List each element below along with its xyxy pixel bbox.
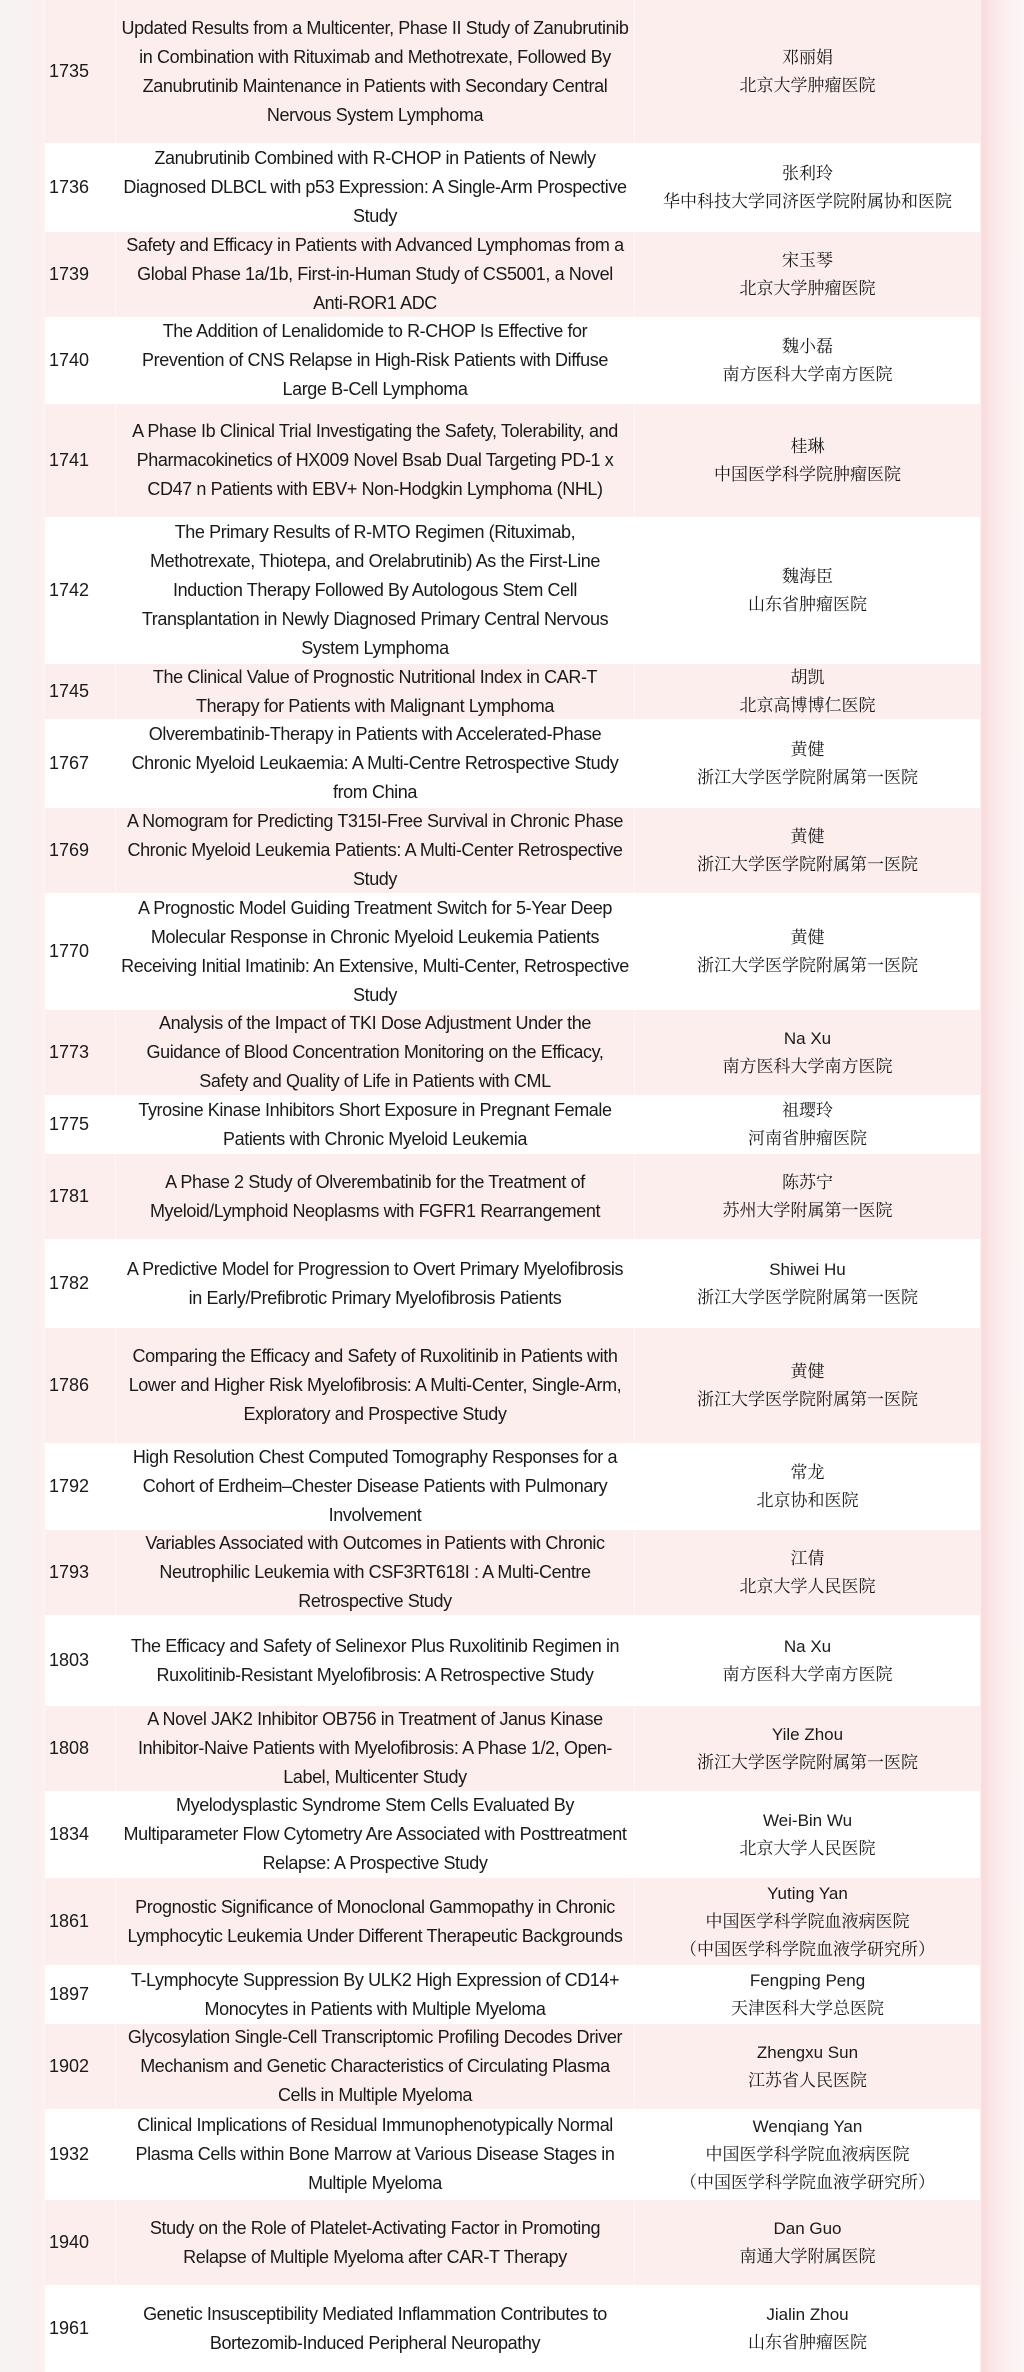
abstract-title: Analysis of the Impact of TKI Dose Adjustment Under the Guidance of Blood Concentration Monitoring on the Efficacy, Safety and Quality of Life in Patients with CML xyxy=(146,1013,604,1091)
author-institution: 中国医学科学院血液病医院 xyxy=(705,1911,910,1931)
table-row xyxy=(45,1616,980,1706)
abstract-title: Prognostic Significance of Monoclonal Gammopathy in Chronic Lymphocytic Leukemia Under Different Therapeutic Backgrounds xyxy=(127,1896,623,1946)
table-row xyxy=(45,2286,980,2372)
author-institution: 北京大学肿瘤医院 xyxy=(739,75,876,95)
author-cell xyxy=(635,1966,980,2023)
abstract-number: 1742 xyxy=(49,580,90,600)
abstract-title: A Phase 2 Study of Olverembatinib for the Treatment of Myeloid/Lymphoid Neoplasms with FGFR1 Rearrangement xyxy=(149,1171,601,1221)
author-name: 胡凯 xyxy=(790,667,825,687)
table-row xyxy=(45,2200,980,2286)
author-institution: 北京高博博仁医院 xyxy=(739,695,876,715)
author-institution: 浙江大学医学院附属第一医院 xyxy=(697,767,918,787)
abstract-title: Comparing the Efficacy and Safety of Ruxolitinib in Patients with Lower and Higher Risk Myelofibrosis: A Multi-Center, Single-Arm, Exploratory and Prospective Study xyxy=(128,1346,622,1424)
abstract-number: 1792 xyxy=(49,1476,90,1496)
author-cell xyxy=(635,232,980,317)
abstract-title: A Novel JAK2 Inhibitor OB756 in Treatment of Janus Kinase Inhibitor-Naive Patients with Myelofibrosis: A Phase 1/2, Open-Label, Multicenter Study xyxy=(137,1709,613,1787)
author-name: Shiwei Hu xyxy=(769,1259,846,1279)
abstract-table xyxy=(45,0,980,2372)
author-name: 桂琳 xyxy=(790,436,825,456)
author-name: 常龙 xyxy=(790,1462,825,1482)
author-cell xyxy=(635,1010,980,1095)
abstract-number: 1775 xyxy=(49,1114,90,1134)
abstract-title: Clinical Implications of Residual Immunophenotypically Normal Plasma Cells within Bone Marrow at Various Disease Stages in Multiple Myeloma xyxy=(135,2115,615,2193)
abstract-title: A Prognostic Model Guiding Treatment Switch for 5-Year Deep Molecular Response in Chronic Myeloid Leukemia Patients Receiving Initial Imatinib: An Extensive, Multi-Center, Retrospective Study xyxy=(121,897,629,1005)
author-name: 黄健 xyxy=(790,927,825,947)
abstract-title: Zanubrutinib Combined with R-CHOP in Patients of Newly Diagnosed DLBCL with p53 Expression: A Single-Arm Prospective Study xyxy=(123,148,627,226)
author-cell xyxy=(635,1616,980,1705)
author-institution: 天津医科大学总医院 xyxy=(731,1998,884,2018)
abstract-number: 1786 xyxy=(49,1375,90,1395)
author-institution: 南方医科大学南方医院 xyxy=(722,1056,893,1076)
abstract-title: Genetic Insusceptibility Mediated Inflammation Contributes to Bortezomib-Induced Peripheral Neuropathy xyxy=(143,2303,607,2353)
abstract-number: 1735 xyxy=(49,61,90,81)
author-institution: 南方医科大学南方医院 xyxy=(722,364,893,384)
abstract-number: 1803 xyxy=(49,1650,90,1670)
author-name: 祖璎玲 xyxy=(782,1100,833,1120)
abstract-number: 1739 xyxy=(49,264,90,284)
table-row xyxy=(45,1444,980,1530)
abstract-title: Variables Associated with Outcomes in Patients with Chronic Neutrophilic Leukemia with CSF3RT618I : A Multi-Centre Retrospective Study xyxy=(145,1533,605,1611)
abstract-title: A Predictive Model for Progression to Overt Primary Myelofibrosis in Early/Prefibrotic Primary Myelofibrosis Patients xyxy=(126,1258,624,1308)
table-row xyxy=(45,1530,980,1616)
author-name: Wei-Bin Wu xyxy=(762,1810,853,1830)
table-row xyxy=(45,1706,980,1792)
table-row xyxy=(45,1792,980,1878)
abstract-number: 1861 xyxy=(49,1911,90,1931)
abstract-title: Olverembatinib-Therapy in Patients with Accelerated-Phase Chronic Myeloid Leukaemia: A Multi-Centre Retrospective Study from China xyxy=(131,724,619,802)
table-row xyxy=(45,1240,980,1328)
author-institution: 苏州大学附属第一医院 xyxy=(722,1200,893,1220)
abstract-number: 1745 xyxy=(49,681,90,701)
table-row xyxy=(45,518,980,664)
author-cell xyxy=(635,144,980,231)
author-cell xyxy=(635,1096,980,1153)
author-name: 宋玉琴 xyxy=(782,250,833,270)
table-row xyxy=(45,1010,980,1096)
author-institution: 中国医学科学院血液病医院 xyxy=(705,2144,910,2164)
table-row xyxy=(45,1328,980,1444)
author-institution: 浙江大学医学院附属第一医院 xyxy=(697,1752,918,1772)
author-name: Yile Zhou xyxy=(771,1724,844,1744)
abstract-number: 1770 xyxy=(49,941,90,961)
author-name: 黄健 xyxy=(790,1361,825,1381)
abstract-title: Myelodysplastic Syndrome Stem Cells Evaluated By Multiparameter Flow Cytometry Are Associated with Posttreatment Relapse: A Prospective Study xyxy=(123,1795,627,1873)
table-row xyxy=(45,144,980,232)
author-cell xyxy=(635,720,980,807)
table-row xyxy=(45,0,980,144)
author-institution: 北京大学肿瘤医院 xyxy=(739,278,876,298)
abstract-number: 1736 xyxy=(49,177,90,197)
abstract-number: 1773 xyxy=(49,1042,90,1062)
author-institution: 南方医科大学南方医院 xyxy=(722,1664,893,1684)
author-cell xyxy=(635,2286,980,2371)
abstract-title: T-Lymphocyte Suppression By ULK2 High Expression of CD14+ Monocytes in Patients with Multiple Myeloma xyxy=(130,1969,620,2019)
author-cell xyxy=(635,2110,980,2199)
abstract-number: 1767 xyxy=(49,753,90,773)
author-name: Na Xu xyxy=(783,1636,832,1656)
author-cell xyxy=(635,1328,980,1443)
abstract-number: 1793 xyxy=(49,1562,90,1582)
table-row xyxy=(45,1096,980,1154)
author-cell xyxy=(635,404,980,517)
author-name: 魏小磊 xyxy=(782,336,833,356)
author-cell xyxy=(635,318,980,403)
author-cell xyxy=(635,1792,980,1877)
author-institution: 浙江大学医学院附属第一医院 xyxy=(697,1287,918,1307)
author-institution-note: （中国医学科学院血液学研究所） xyxy=(680,2172,935,2192)
author-cell xyxy=(635,2200,980,2285)
author-institution-note: （中国医学科学院血液学研究所） xyxy=(680,1939,935,1959)
table-row xyxy=(45,894,980,1010)
abstract-number: 1808 xyxy=(49,1738,90,1758)
table-row xyxy=(45,232,980,318)
author-name: 魏海臣 xyxy=(782,566,833,586)
author-name: 陈苏宁 xyxy=(782,1172,833,1192)
abstract-title: Safety and Efficacy in Patients with Advanced Lymphomas from a Global Phase 1a/1b, First-in-Human Study of CS5001, a Novel Anti-ROR1 ADC xyxy=(126,235,624,313)
author-institution: 北京大学人民医院 xyxy=(739,1576,876,1596)
abstract-title: Study on the Role of Platelet-Activating Factor in Promoting Relapse of Multiple Myeloma after CAR-T Therapy xyxy=(149,2217,601,2267)
author-institution: 江苏省人民医院 xyxy=(748,2070,867,2090)
abstract-title: The Efficacy and Safety of Selinexor Plus Ruxolitinib Regimen in Ruxolitinib-Resistant Myelofibrosis: A Retrospective Study xyxy=(130,1635,620,1685)
abstract-title: Glycosylation Single-Cell Transcriptomic Profiling Decodes Driver Mechanism and Genetic Characteristics of Circulating Plasma Cells in Multiple Myeloma xyxy=(127,2027,623,2105)
abstract-number: 1769 xyxy=(49,840,90,860)
author-cell xyxy=(635,2024,980,2109)
table-row xyxy=(45,720,980,808)
author-name: 江倩 xyxy=(790,1548,825,1568)
author-name: Na Xu xyxy=(783,1028,832,1048)
abstract-number: 1741 xyxy=(49,450,90,470)
table-row xyxy=(45,1154,980,1240)
author-cell xyxy=(635,808,980,893)
author-name: 张利玲 xyxy=(782,163,833,183)
abstract-number: 1740 xyxy=(49,350,90,370)
abstract-number: 1834 xyxy=(49,1824,90,1844)
abstract-title: A Phase Ib Clinical Trial Investigating the Safety, Tolerability, and Pharmacokinetics of HX009 Novel Bsab Dual Targeting PD-1 x CD47 n Patients with EBV+ Non-Hodgkin Lymphoma (NHL) xyxy=(132,421,618,499)
author-cell xyxy=(635,1530,980,1615)
author-cell xyxy=(635,1706,980,1791)
abstract-number: 1897 xyxy=(49,1984,90,2004)
author-name: Fengping Peng xyxy=(749,1970,866,1990)
author-institution: 浙江大学医学院附属第一医院 xyxy=(697,955,918,975)
abstract-number: 1782 xyxy=(49,1273,90,1293)
table-row xyxy=(45,808,980,894)
author-name: 黄健 xyxy=(790,739,825,759)
table-row xyxy=(45,404,980,518)
author-institution: 山东省肿瘤医院 xyxy=(748,2332,867,2352)
author-name: Wenqiang Yan xyxy=(752,2116,863,2136)
author-institution: 北京协和医院 xyxy=(756,1490,859,1510)
table-row xyxy=(45,1966,980,2024)
author-name: Yuting Yan xyxy=(767,1883,848,1903)
table-row xyxy=(45,1878,980,1966)
table-row xyxy=(45,2110,980,2200)
author-cell xyxy=(635,1878,980,1965)
table-row xyxy=(45,2024,980,2110)
abstract-number: 1932 xyxy=(49,2144,90,2164)
author-cell xyxy=(635,1240,980,1327)
author-name: 邓丽娟 xyxy=(782,47,833,67)
abstract-title: The Addition of Lenalidomide to R-CHOP Is Effective for Prevention of CNS Relapse in High-Risk Patients with Diffuse Large B-Cell Lymphoma xyxy=(142,321,608,399)
author-name: Zhengxu Sun xyxy=(756,2042,859,2062)
author-institution: 南通大学附属医院 xyxy=(739,2246,876,2266)
table-row xyxy=(45,664,980,720)
abstract-number: 1961 xyxy=(49,2318,90,2338)
author-institution: 北京大学人民医院 xyxy=(739,1838,876,1858)
author-cell xyxy=(635,1154,980,1239)
abstract-number: 1940 xyxy=(49,2232,90,2252)
author-name: Jialin Zhou xyxy=(766,2304,849,2324)
abstract-title: Updated Results from a Multicenter, Phase II Study of Zanubrutinib in Combination with Rituximab and Methotrexate, Followed By Zanubrutinib Maintenance in Patients with Secondary Central Nervous System Lymphoma xyxy=(121,17,629,125)
author-name: Dan Guo xyxy=(773,2218,842,2238)
author-institution: 浙江大学医学院附属第一医院 xyxy=(697,1389,918,1409)
table-row xyxy=(45,318,980,404)
author-cell xyxy=(635,0,980,143)
author-name: 黄健 xyxy=(790,826,825,846)
author-institution: 河南省肿瘤医院 xyxy=(748,1128,867,1148)
abstract-title: A Nomogram for Predicting T315I-Free Survival in Chronic Phase Chronic Myeloid Leukemia Patients: A Multi-Center Retrospective Study xyxy=(126,811,624,889)
author-institution: 山东省肿瘤医院 xyxy=(748,594,867,614)
author-cell xyxy=(635,1444,980,1529)
author-cell xyxy=(635,664,980,719)
author-institution: 中国医学科学院肿瘤医院 xyxy=(714,464,901,484)
abstract-title: The Clinical Value of Prognostic Nutritional Index in CAR-T Therapy for Patients with Malignant Lymphoma xyxy=(152,666,598,716)
author-institution: 浙江大学医学院附属第一医院 xyxy=(697,854,918,874)
abstract-number: 1902 xyxy=(49,2056,90,2076)
author-institution: 华中科技大学同济医学院附属协和医院 xyxy=(663,191,952,211)
abstract-number: 1781 xyxy=(49,1186,90,1206)
author-cell xyxy=(635,518,980,663)
author-cell xyxy=(635,894,980,1009)
abstract-title: High Resolution Chest Computed Tomography Responses for a Cohort of Erdheim–Chester Disease Patients with Pulmonary Involvement xyxy=(132,1447,618,1525)
abstract-title: Tyrosine Kinase Inhibitors Short Exposure in Pregnant Female Patients with Chronic Myeloid Leukemia xyxy=(138,1099,612,1149)
abstract-title: The Primary Results of R-MTO Regimen (Rituximab, Methotrexate, Thiotepa, and Orelabrutinib) As the First-Line Induction Therapy Followed By Autologous Stem Cell Transplantation in Newly Diagnosed Primary Central Nervous System Lymphoma xyxy=(141,522,609,658)
